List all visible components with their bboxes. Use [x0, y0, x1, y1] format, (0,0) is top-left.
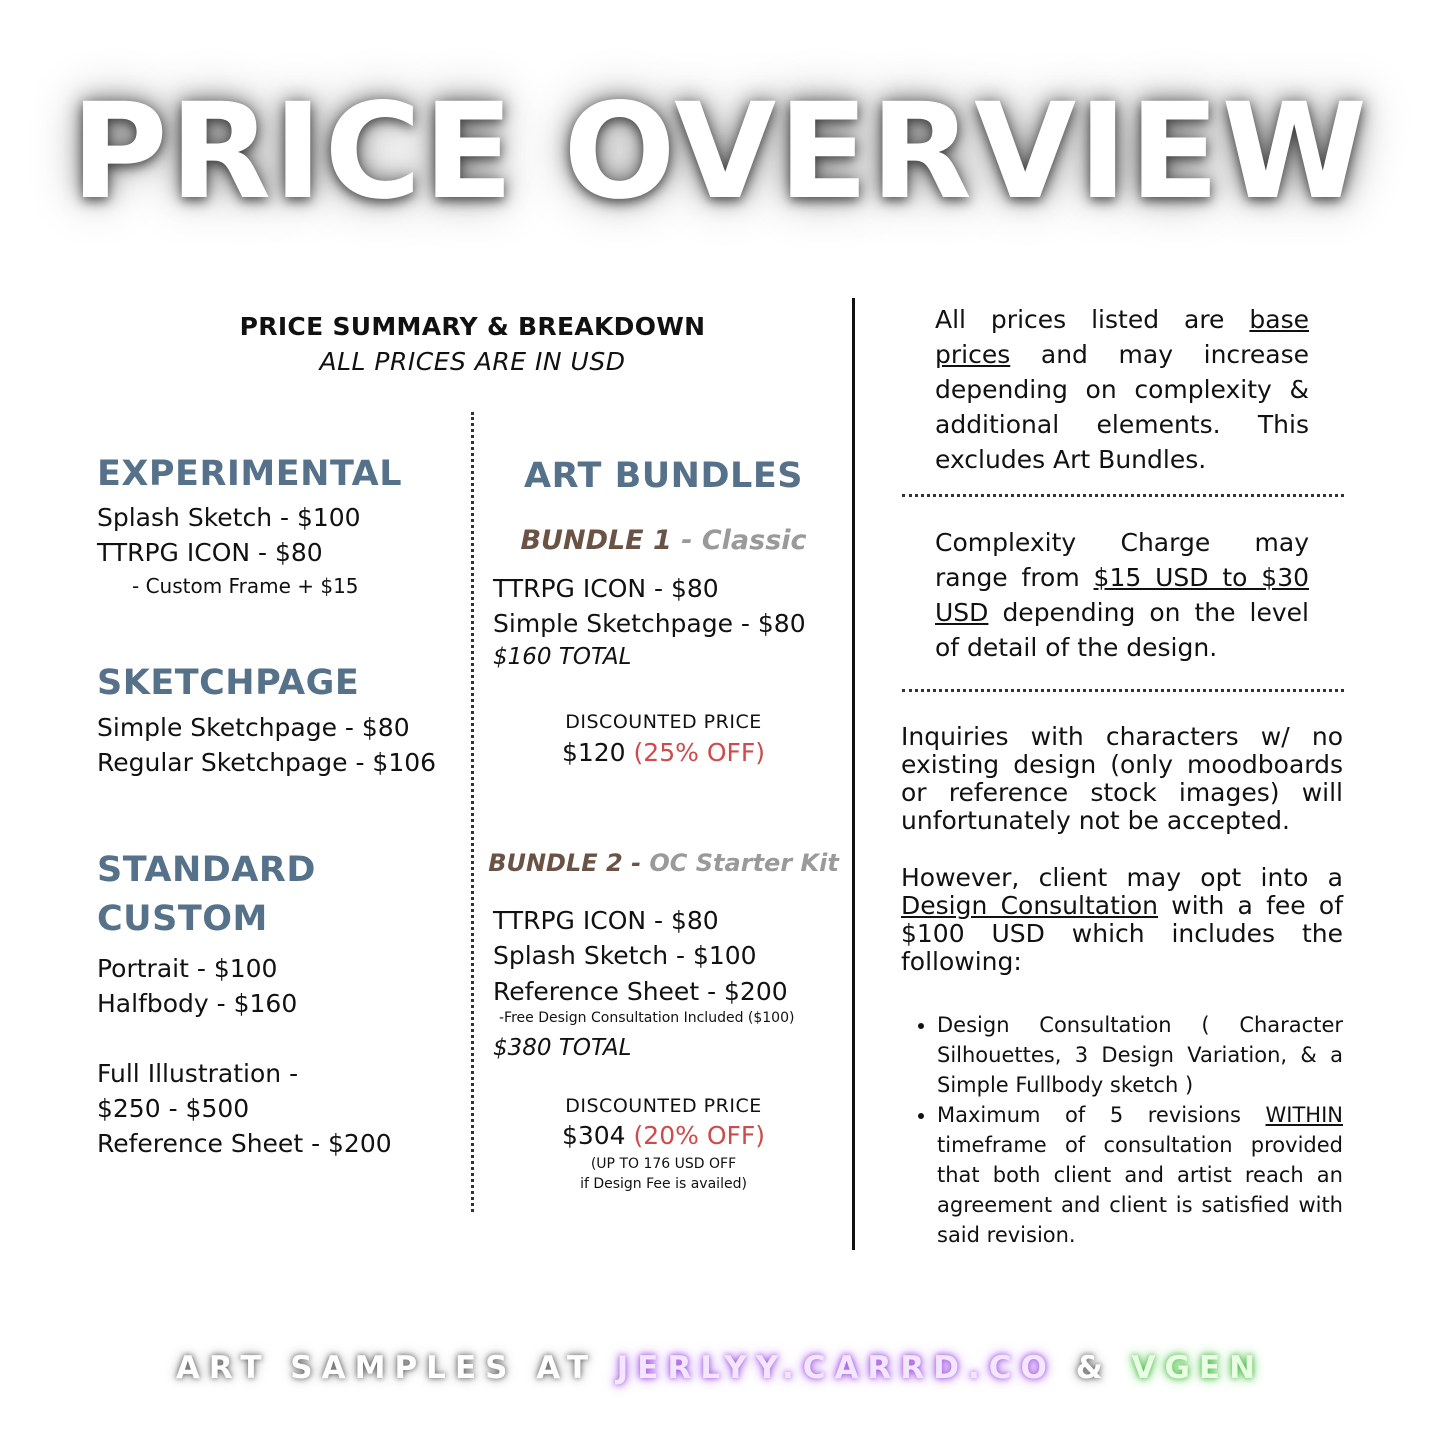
column-divider-solid — [852, 298, 855, 1250]
bullet-text: timeframe of consultation provided that both client and artist reach an agreement and client is satisfied with said revision. — [937, 1133, 1343, 1247]
bullet-text: Maximum of 5 revisions — [937, 1103, 1266, 1127]
section-divider — [902, 689, 1344, 692]
consultation-text: However, client may opt into a — [901, 863, 1343, 892]
bundle-1-off: (25% OFF) — [633, 738, 766, 767]
experimental-item: TTRPG ICON - $80 — [97, 538, 323, 567]
bundle-2-item: TTRPG ICON - $80 — [493, 906, 719, 935]
bundle-2-name: BUNDLE 2 - — [488, 849, 642, 877]
standard-heading: CUSTOM — [97, 899, 268, 939]
bundle-1-discount-label: DISCOUNTED PRICE — [565, 711, 762, 733]
footer-lead: ART SAMPLES AT — [175, 1350, 617, 1386]
bundle-2-fine-print: if Design Fee is availed) — [580, 1176, 747, 1192]
consultation-text: with a fee of $100 USD which includes the following: — [901, 891, 1344, 976]
standard-item: Full Illustration - — [97, 1059, 299, 1088]
art-bundles-heading: ART BUNDLES — [524, 456, 803, 496]
complexity-note — [935, 525, 1309, 665]
base-price-text: and may increase depending on complexity & additional elements. This excludes Art Bundles. — [935, 340, 1309, 474]
footer-banner — [0, 1350, 1440, 1386]
design-consultation-note — [901, 864, 1343, 976]
bundle-1-heading — [486, 525, 841, 556]
experimental-note: - Custom Frame + $15 — [132, 574, 359, 598]
bundle-2-discount-label: DISCOUNTED PRICE — [565, 1095, 762, 1117]
standard-heading: STANDARD — [97, 850, 316, 890]
section-divider — [902, 494, 1344, 497]
base-price-text: All prices listed are — [935, 305, 1250, 334]
bundle-1-subtitle: - Classic — [671, 525, 807, 556]
sketchpage-item: Regular Sketchpage - $106 — [97, 748, 437, 777]
bundle-2-price: $304 — [561, 1121, 626, 1150]
bundle-2-subtitle: OC Starter Kit — [641, 849, 839, 877]
bundle-2-fine-print: (UP TO 176 USD OFF — [590, 1156, 737, 1172]
bundle-2-discount-price — [486, 1121, 841, 1150]
standard-item: Reference Sheet - $200 — [97, 1129, 392, 1158]
footer-site-link[interactable]: JERLYY.CARRD.CO — [616, 1350, 1056, 1386]
complexity-text: depending on the level of detail of the design. — [935, 598, 1309, 662]
sketchpage-item: Simple Sketchpage - $80 — [97, 713, 410, 742]
bullet-emphasis: WITHIN — [1265, 1103, 1343, 1127]
bundle-2-off: (20% OFF) — [633, 1121, 766, 1150]
bundle-1-name: BUNDLE 1 — [520, 525, 672, 556]
bundle-2-note: -Free Design Consultation Included ($100) — [499, 1010, 795, 1026]
base-price-note — [935, 302, 1309, 477]
bundle-1-discount-price — [486, 738, 841, 767]
bullet-item — [937, 1100, 1343, 1250]
standard-item: Portrait - $100 — [97, 954, 278, 983]
bundle-2-total: $380 TOTAL — [493, 1035, 632, 1061]
consultation-bullets — [901, 1010, 1343, 1250]
complexity-range: $15 USD to $30 USD — [935, 563, 1309, 627]
page-title: PRICE OVERVIEW — [70, 75, 1370, 229]
summary-subtitle: ALL PRICES ARE IN USD — [319, 347, 626, 376]
bundle-2-heading — [486, 849, 841, 877]
column-divider-dotted — [471, 412, 474, 1212]
standard-item: $250 - $500 — [97, 1094, 250, 1123]
footer-vgen-link[interactable]: VGEN — [1131, 1350, 1265, 1386]
bundle-2-item: Splash Sketch - $100 — [493, 941, 757, 970]
consultation-emphasis: Design Consultation — [901, 891, 1158, 920]
footer-ampersand: & — [1055, 1350, 1132, 1386]
base-price-emphasis: base prices — [935, 305, 1309, 369]
bundle-2-item: Reference Sheet - $200 — [493, 977, 788, 1006]
standard-item: Halfbody - $160 — [97, 989, 298, 1018]
bundle-1-price: $120 — [561, 738, 626, 767]
inquiry-note: Inquiries with characters w/ no existing design (only moodboards or reference stock images) will unfortunately not be accepted. — [901, 722, 1343, 835]
bullet-item: • Design Consultation ( Character Silhouettes, 3 Design Variation, & a Simple Fullbody sketch ) — [937, 1010, 1343, 1100]
experimental-heading: EXPERIMENTAL — [97, 454, 403, 494]
sketchpage-heading: SKETCHPAGE — [97, 663, 360, 703]
experimental-item: Splash Sketch - $100 — [97, 503, 361, 532]
bundle-1-item: Simple Sketchpage - $80 — [493, 609, 806, 638]
bundle-1-total: $160 TOTAL — [493, 644, 632, 670]
summary-title: PRICE SUMMARY & BREAKDOWN — [239, 312, 706, 341]
complexity-text: Complexity Charge may range from — [935, 528, 1309, 592]
bundle-1-item: TTRPG ICON - $80 — [493, 574, 719, 603]
